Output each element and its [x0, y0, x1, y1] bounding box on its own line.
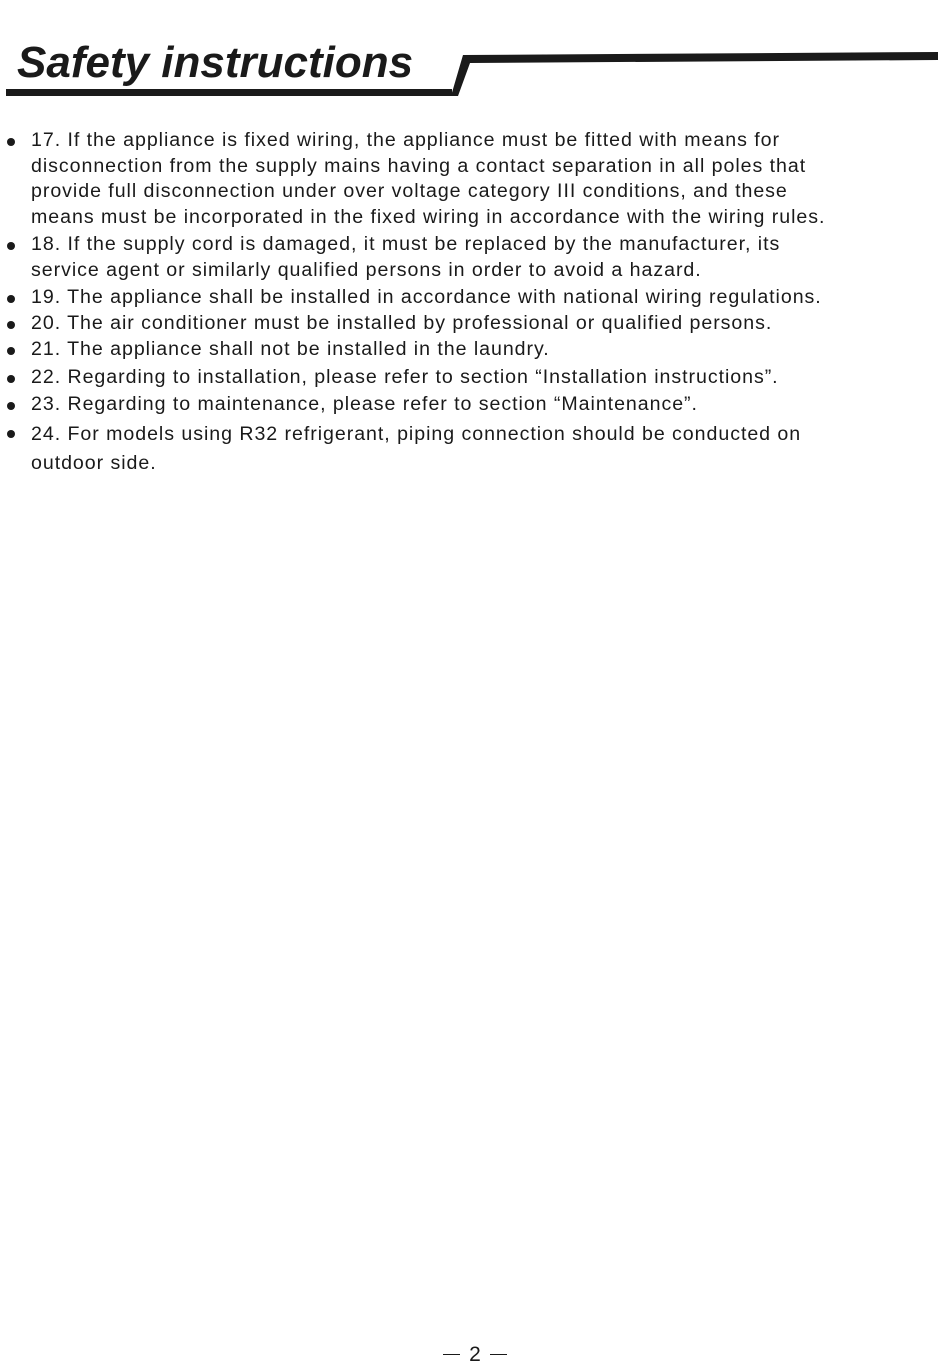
item-line: 24. For models using R32 refrigerant, piping connection should be conducted on: [31, 422, 802, 445]
item-line: 17. If the appliance is fixed wiring, the appliance must be fitted with means for: [31, 129, 780, 151]
bullet-icon: [7, 430, 15, 438]
item-line: provide full disconnection under over voltage category III conditions, and these: [31, 180, 788, 202]
item-line: 19. The appliance shall be installed in accordance with national wiring regulations.: [31, 286, 822, 308]
page-header: [0, 0, 950, 110]
bullet-icon: [7, 295, 15, 303]
item-line: means must be incorporated in the fixed wiring in accordance with the wiring rules.: [31, 205, 826, 228]
bullet-icon: [7, 138, 15, 146]
list-item: [0, 232, 950, 283]
list-item: [0, 365, 950, 391]
dash-left: [443, 1354, 460, 1356]
page-title: Safety instructions: [17, 38, 414, 87]
list-item: [0, 392, 950, 418]
item-line: service agent or similarly qualified persons in order to avoid a hazard.: [31, 258, 702, 281]
bullet-icon: [7, 242, 15, 250]
list-item: [0, 128, 950, 230]
page-footer: [0, 1343, 950, 1367]
list-item: [0, 420, 950, 478]
list-item: [0, 311, 950, 337]
item-line: 18. If the supply cord is damaged, it must be replaced by the manufacturer, its: [31, 233, 781, 255]
list-item: [0, 285, 950, 311]
item-line: 20. The air conditioner must be installed by professional or qualified persons.: [31, 311, 773, 334]
item-line: 21. The appliance shall not be installed in the laundry.: [31, 338, 550, 360]
page-number: 2: [469, 1343, 481, 1366]
dash-right: [490, 1354, 507, 1356]
item-line: disconnection from the supply mains having a contact separation in all poles that: [31, 154, 807, 177]
item-line: 22. Regarding to installation, please refer to section “Installation instructions”.: [31, 365, 779, 388]
safety-instructions-list: [0, 128, 950, 478]
bullet-icon: [7, 402, 15, 410]
bullet-icon: [7, 321, 15, 329]
item-line: outdoor side.: [31, 451, 157, 474]
item-line: 23. Regarding to maintenance, please refer to section “Maintenance”.: [31, 393, 698, 415]
bullet-icon: [7, 375, 15, 383]
list-item: [0, 337, 950, 363]
bullet-icon: [7, 347, 15, 355]
